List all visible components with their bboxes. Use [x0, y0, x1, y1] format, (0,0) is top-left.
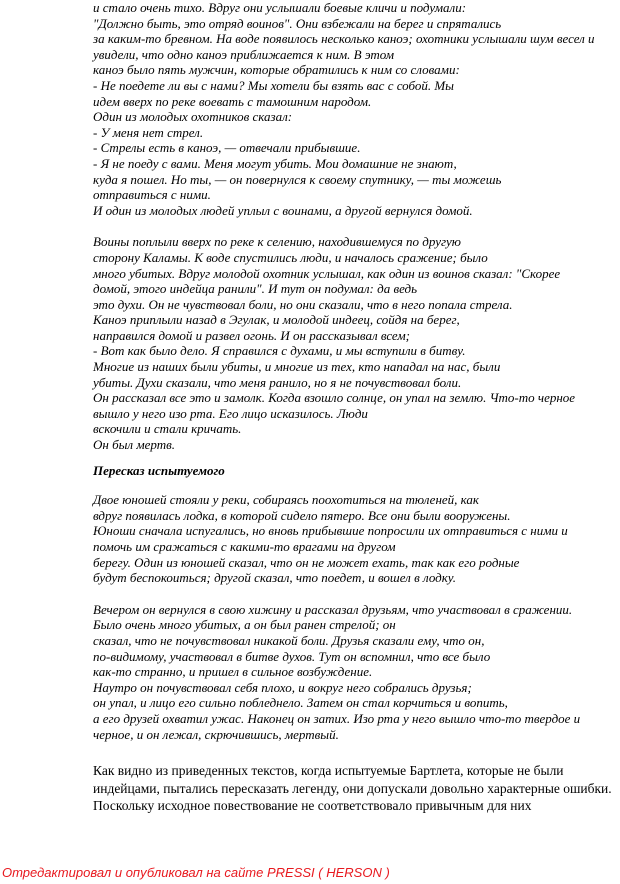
text-line: - Я не поеду с вами. Меня могут убить. Мои домашние не знают,: [93, 155, 457, 171]
text-line: будут беспокоиться; другой сказал, что поедет, и вошел в лодку.: [93, 570, 457, 586]
text-line: направился домой и развел огонь. И он рассказывал всем;: [93, 327, 411, 343]
story-paragraph-2: [93, 234, 613, 452]
text-line: много убитых. Вдруг молодой охотник услышал, как один из воинов сказал: "Скорее: [93, 265, 561, 281]
retelling-paragraph-1: [93, 492, 613, 586]
text-line: и стало очень тихо. Вдруг они услышали боевые кличи и подумали:: [93, 0, 467, 15]
text-line: Юноши сначала испугались, но вновь прибывшие попросили их отправиться с ними и: [93, 523, 568, 539]
text-line: - Стрелы есть в каноэ, — отвечали прибывшие.: [93, 140, 361, 156]
text-line: вдруг появилась лодка, в которой сидело пятеро. Все они были вооружены.: [93, 507, 511, 523]
text-line: Как видно из приведенных текстов, когда испытуемые Бартлета, которые не были: [93, 763, 564, 779]
text-line: убиты. Духи сказали, что меня ранило, но я не почувствовал боли.: [93, 374, 462, 390]
text-line: домой, этого индейца ранили". И тут он подумал: да ведь: [93, 281, 418, 297]
text-line: Воины поплыли вверх по реке к селению, находившемуся по другую: [93, 234, 461, 250]
text-line: Он рассказал все это и замолк. Когда взошло солнце, он упал на землю. Что-то черное: [93, 390, 576, 406]
text-line: как-то странно, и пришел в сильное возбуждение.: [93, 664, 373, 680]
retelling-paragraph-2: [93, 602, 613, 742]
text-line: Многие из наших были убиты, и многие из тех, кто нападал на нас, были: [93, 359, 501, 375]
text-line: вскочили и стали кричать.: [93, 421, 242, 437]
text-line: Поскольку исходное повествование не соответствовало привычным для них: [93, 798, 532, 814]
text-line: Он был мертв.: [93, 437, 176, 453]
commentary-paragraph: [93, 762, 613, 815]
footer-credit: Отредактировал и опубликовал на сайте PRESSI ( HERSON ): [2, 865, 390, 880]
text-line: черное, и он лежал, скрючившись, мертвый.: [93, 726, 339, 742]
text-line: индейцами, пытались пересказать легенду, они допускали довольно характерные ошибки.: [93, 780, 612, 796]
text-line: берегу. Один из юношей сказал, что он не может ехать, так как его родные: [93, 554, 520, 570]
text-line: вышло у него изо рта. Его лицо исказилось. Люди: [93, 405, 368, 421]
text-line: сторону Каламы. К воде спустились люди, и началось сражение; было: [93, 249, 488, 265]
story-paragraph-1: [93, 0, 613, 218]
text-line: помочь им сражаться с какими-то врагами на другом: [93, 539, 396, 554]
text-line: И один из молодых людей уплыл с воинами, а другой вернулся домой.: [93, 202, 473, 218]
text-line: - У меня нет стрел.: [93, 124, 204, 140]
text-line: - Не поедете ли вы с нами? Мы хотели бы взять вас с собой. Мы: [93, 77, 454, 93]
text-line: а его друзей охватил ужас. Наконец он затих. Изо рта у него вышло что-то твердое и: [93, 710, 581, 726]
text-line: это духи. Он не чувствовал боли, но они сказали, что в него попала стрела.: [93, 296, 513, 312]
text-line: отправиться с ними.: [93, 187, 211, 203]
text-line: "Должно быть, это отряд воинов". Они взбежали на берег и спрятались: [93, 15, 502, 31]
text-line: за каким-то бревном. На воде появилось несколько каноэ; охотники услышали шум весел и: [93, 31, 595, 47]
text-line: он упал, и лицо его сильно побледнело. Затем он стал корчиться и вопить,: [93, 695, 508, 711]
text-line: Один из молодых охотников сказал:: [93, 109, 293, 125]
text-line: Наутро он почувствовал себя плохо, и вокруг него собрались друзья;: [93, 679, 472, 695]
text-line: сказал, что не почувствовал никакой боли. Друзья сказали ему, что он,: [93, 632, 485, 648]
text-line: идем вверх по реке воевать с тамошним народом.: [93, 93, 372, 109]
text-line: Вечером он вернулся в свою хижину и рассказал друзьям, что участвовал в сражении.: [93, 601, 573, 617]
text-line: Двое юношей стояли у реки, собираясь поохотиться на тюленей, как: [93, 492, 480, 508]
text-line: увидели, что одно каноэ приближается к ним. В этом: [93, 46, 395, 62]
text-line: по-видимому, участвовал в битве духов. Тут он вспомнил, что все было: [93, 648, 491, 664]
text-line: куда я пошел. Но ты, — он повернулся к своему спутнику, — ты можешь: [93, 171, 502, 187]
text-line: каноэ было пять мужчин, которые обратились к ним со словами:: [93, 62, 460, 78]
text-column: [93, 0, 613, 815]
text-line: Было очень много убитых, а он был ранен стрелой; он: [93, 617, 396, 633]
section-heading: Пересказ испытуемого: [93, 462, 225, 478]
text-line: - Вот как было дело. Я справился с духами, и мы вступили в битву.: [93, 343, 466, 359]
text-line: Каноэ приплыли назад в Эгулак, и молодой индеец, сойдя на берег,: [93, 312, 460, 328]
